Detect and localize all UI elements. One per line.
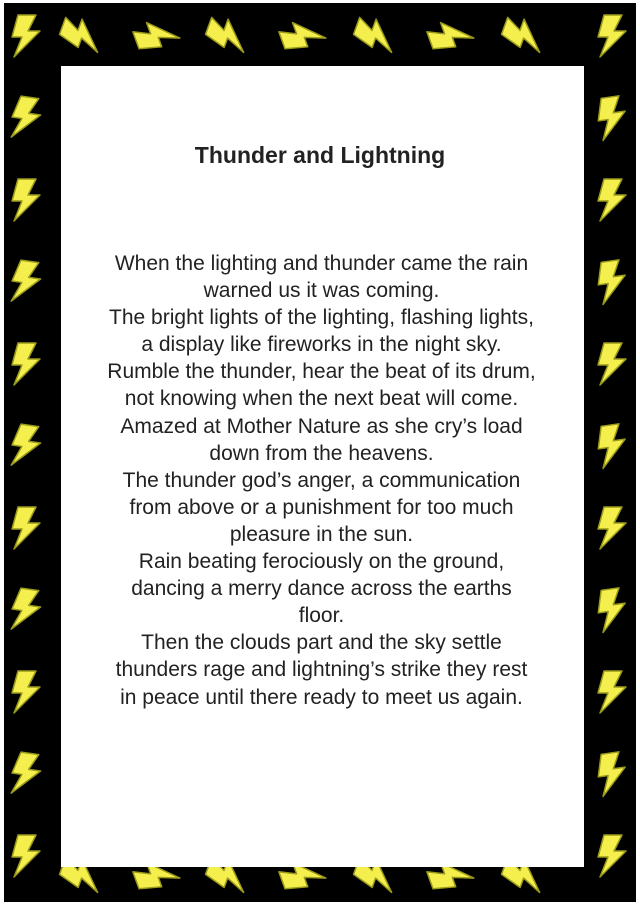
poem-line: thunders rage and lightning’s strike they rest xyxy=(115,658,528,682)
poem-line: floor. xyxy=(298,604,345,628)
lightning-bolt-icon xyxy=(589,92,635,143)
lightning-bolt-icon xyxy=(589,420,635,471)
lightning-bolt-icon xyxy=(6,669,46,715)
lightning-bolt-icon xyxy=(54,7,111,60)
lightning-bolt-icon xyxy=(592,505,632,551)
lightning-bolt-icon xyxy=(589,256,635,307)
lightning-bolt-icon xyxy=(592,177,632,223)
lightning-bolt-icon xyxy=(4,748,49,799)
lightning-bolt-icon xyxy=(6,341,46,387)
lightning-bolt-icon xyxy=(274,7,331,60)
poem-line: The bright lights of the lighting, flashing lights, xyxy=(109,306,534,330)
poem-line: warned us it was coming. xyxy=(203,279,440,303)
lightning-bolt-icon xyxy=(4,420,49,471)
poem-line: pleasure in the sun. xyxy=(229,522,414,546)
lightning-bolt-icon xyxy=(4,92,49,143)
poem-line: Rumble the thunder, hear the beat of its drum, xyxy=(107,360,536,384)
lightning-bolt-icon xyxy=(4,584,49,635)
lightning-bolt-icon xyxy=(589,584,635,635)
lightning-bolt-icon xyxy=(6,177,46,223)
lightning-bolt-icon xyxy=(6,13,46,59)
poem-line: a display like fireworks in the night sky. xyxy=(141,333,502,357)
poem-title: Thunder and Lightning xyxy=(194,142,446,168)
lightning-bolt-icon xyxy=(589,748,635,799)
lightning-bolt-icon xyxy=(348,7,405,60)
lightning-bolt-icon xyxy=(6,833,46,879)
lightning-bolt-icon xyxy=(496,7,553,60)
lightning-bolt-icon xyxy=(4,256,49,307)
poem-line: Rain beating ferociously on the ground, xyxy=(138,550,505,574)
poem-body xyxy=(60,250,583,711)
poem-line: When the lighting and thunder came the rain xyxy=(114,252,529,275)
lightning-bolt-icon xyxy=(422,7,479,60)
lightning-bolt-icon xyxy=(592,13,632,59)
lightning-bolt-icon xyxy=(128,7,185,60)
poem-line: in peace until there ready to meet us again. xyxy=(120,685,523,709)
poem-line: dancing a merry dance across the earths xyxy=(131,577,512,601)
lightning-bolt-icon xyxy=(592,833,632,879)
poem-line: The thunder god’s anger, a communication xyxy=(122,468,521,492)
poem-line: not knowing when the next beat will come. xyxy=(124,387,519,411)
lightning-bolt-icon xyxy=(592,669,632,715)
poem-line: down from the heavens. xyxy=(209,441,434,465)
poem-line: Then the clouds part and the sky settle xyxy=(141,631,502,655)
lightning-bolt-icon xyxy=(592,341,632,387)
poem-line: Amazed at Mother Nature as she cry’s load xyxy=(120,414,523,438)
lightning-bolt-icon xyxy=(6,505,46,551)
lightning-bolt-icon xyxy=(200,7,257,60)
poem-line: from above or a punishment for too much xyxy=(129,495,514,519)
